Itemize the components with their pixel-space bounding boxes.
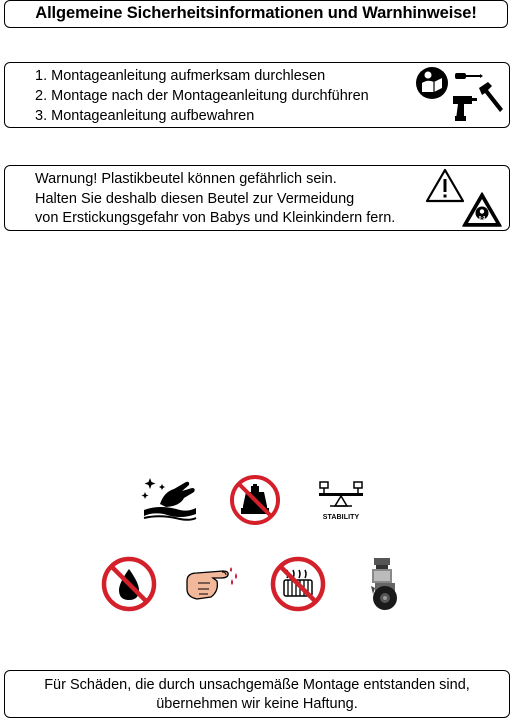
stability-balance-icon (317, 479, 365, 513)
title-box (4, 0, 508, 28)
warning-line: Halten Sie deshalb diesen Beutel zur Vermeidung (35, 190, 355, 207)
read-manual-icon (415, 66, 449, 100)
caster-wheel-icon (363, 556, 403, 612)
warning-line: Warnung! Plastikbeutel können gefährlich sein. (35, 171, 337, 187)
warning-text (35, 170, 395, 229)
warning-line: von Erstickungsgefahr von Babys und Kleinkindern fern. (35, 210, 396, 226)
liability-disclaimer-box (4, 670, 510, 718)
step-item: 3. Montageanleitung aufbewahren (35, 108, 255, 124)
page-title: Allgemeine Sicherheitsinformationen und Warnhinweise! (35, 4, 477, 22)
assembly-steps-list (35, 66, 369, 126)
age-0-3-warning-icon (462, 192, 502, 228)
disclaimer-line: übernehmen wir keine Haftung. (156, 696, 358, 712)
no-heavy-load-icon (229, 474, 281, 526)
no-heat-source-icon (270, 556, 326, 612)
warning-triangle-icon (425, 168, 465, 204)
screwdriver-icon (454, 70, 484, 82)
liability-disclaimer-text (5, 676, 509, 714)
age-badge-text: 0-3 (478, 215, 486, 220)
drill-icon (450, 92, 478, 122)
finger-pinch-icon (183, 561, 243, 605)
hammer-icon (477, 82, 505, 114)
disclaimer-line: Für Schäden, die durch unsachgemäße Montage entstanden sind, (44, 677, 470, 693)
step-item: 2. Montage nach der Montageanleitung durchführen (35, 88, 369, 104)
cleaning-hand-icon (140, 474, 198, 524)
stability-label: STABILITY (322, 514, 360, 521)
step-item: 1. Montageanleitung aufmerksam durchlesen (35, 68, 326, 84)
no-liquid-icon (101, 556, 157, 612)
